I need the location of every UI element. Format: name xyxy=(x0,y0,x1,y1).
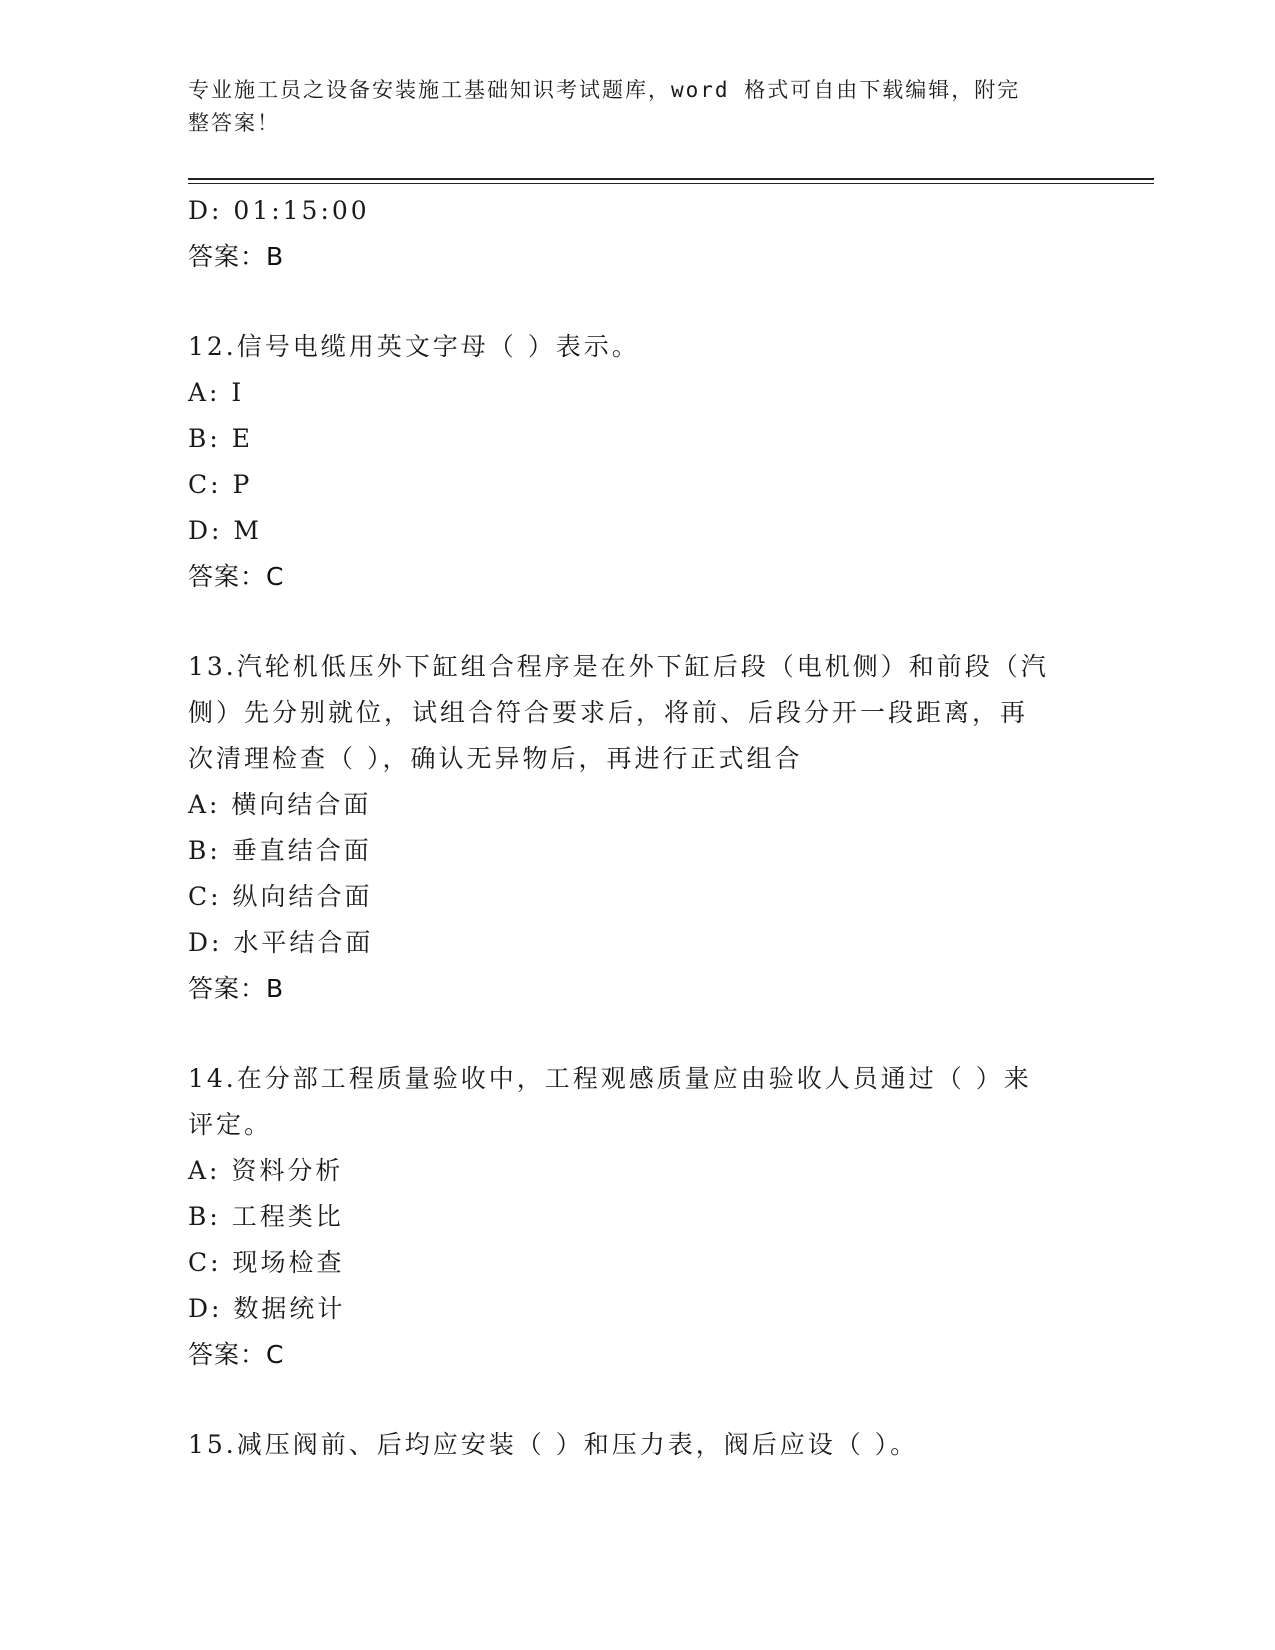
question-stem: 12.信号电缆用英文字母（ ）表示。 xyxy=(188,332,640,361)
question-stem-line-2: 评定。 xyxy=(188,1110,273,1139)
question-stem: 15.减压阀前、后均应安装（ ）和压力表，阀后应设（ ）。 xyxy=(188,1430,919,1459)
header-divider-thick xyxy=(188,178,1154,180)
question-stem-line-1: 14.在分部工程质量验收中，工程观感质量应由验收人员通过（ ）来 xyxy=(188,1064,1032,1093)
header-divider-thin xyxy=(188,183,1154,184)
option-c: C: 现场检查 xyxy=(188,1248,345,1277)
question-stem-line-2: 侧）先分别就位，试组合符合要求后，将前、后段分开一段距离，再 xyxy=(188,698,1029,727)
option-a: A: 横向结合面 xyxy=(188,790,372,819)
question-stem-line-1: 13.汽轮机低压外下缸组合程序是在外下缸后段（电机侧）和前段（汽 xyxy=(188,652,1049,681)
header-line-1: 专业施工员之设备安装施工基础知识考试题库，word 格式可自由下载编辑，附完 xyxy=(188,78,1021,102)
option-c: C: 纵向结合面 xyxy=(188,882,373,911)
option-b: B: 垂直结合面 xyxy=(188,836,372,865)
option-d: D: 水平结合面 xyxy=(188,928,374,957)
option-b: B: E xyxy=(188,424,253,453)
option-c: C: P xyxy=(188,470,253,499)
answer-line: 答案：B xyxy=(188,974,285,1003)
document-header xyxy=(188,74,1068,140)
header-line-2: 整答案！ xyxy=(188,111,280,135)
option-b: B: 工程类比 xyxy=(188,1202,344,1231)
question-13 xyxy=(188,644,1088,1012)
question-15 xyxy=(188,1422,1088,1468)
question-14 xyxy=(188,1056,1088,1378)
option-a: A: 资料分析 xyxy=(188,1156,344,1185)
option-d: D: 01:15:00 xyxy=(188,196,370,225)
question-stem-line-3: 次清理检查（ ），确认无异物后，再进行正式组合 xyxy=(188,744,803,773)
option-d: D: M xyxy=(188,516,263,545)
answer-line: 答案：C xyxy=(188,562,285,591)
answer-line: 答案：B xyxy=(188,242,285,271)
question-11-tail xyxy=(188,188,1088,280)
option-a: A: I xyxy=(188,378,245,407)
question-12 xyxy=(188,324,1088,600)
question-list xyxy=(188,188,1088,1468)
answer-line: 答案：C xyxy=(188,1340,285,1369)
option-d: D: 数据统计 xyxy=(188,1294,346,1323)
